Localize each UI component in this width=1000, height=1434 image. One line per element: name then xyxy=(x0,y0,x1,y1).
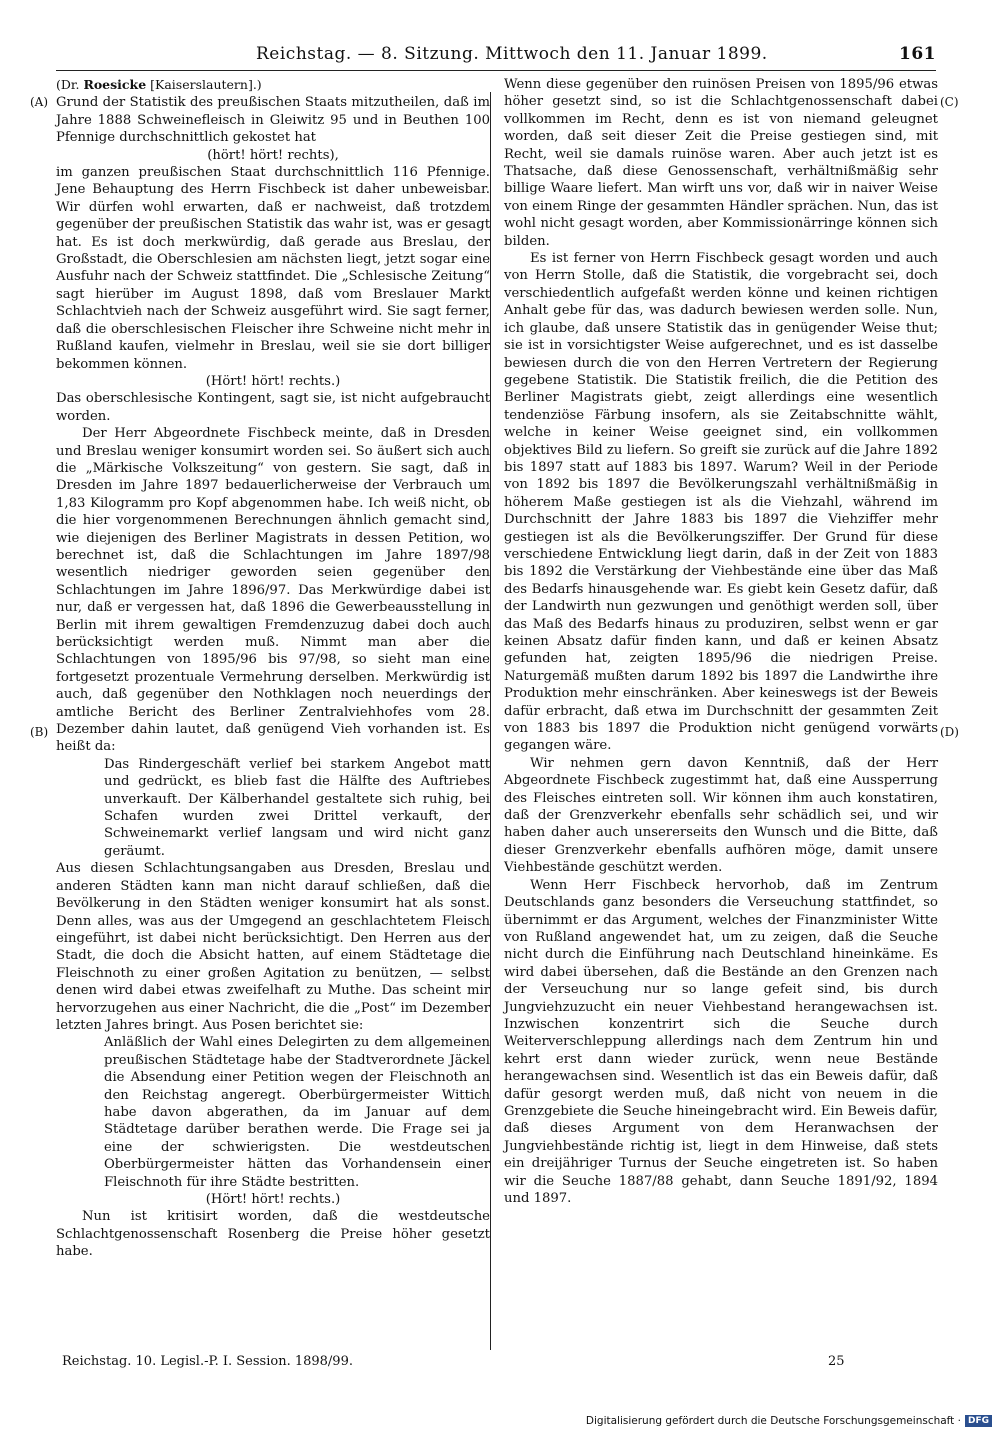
credit-text: Digitalisierung gefördert durch die Deutsche Forschungsgemeinschaft · xyxy=(585,1415,961,1427)
margin-mark-b: (B) xyxy=(30,725,49,739)
speaker-line xyxy=(56,76,490,93)
running-header xyxy=(56,44,936,70)
paragraph: Nun ist kritisirt worden, daß die westdeutsche Schlachtgenossenschaft Rosenberg die Preise höher gesetzt habe. xyxy=(56,1209,490,1260)
paragraph: Das oberschlesische Kontingent, sagt sie, ist nicht aufgebraucht worden. xyxy=(56,391,490,424)
speaker-suffix: [Kaiserslautern].) xyxy=(146,77,262,92)
paragraph: Wir nehmen gern davon Kenntniß, daß der Herr Abgeordnete Fischbeck zugestimmt hat, daß eine Aussperrung des Fleisches eintreten soll. Wir können ihm auch konstatiren, daß der Grenzverkehr ebenfalls sehr schädlich sei, und wir haben daher auch unsererseits den Wunsch und die Bitte, daß dieser Grenzverkehr ebenfalls aufhören möge, damit unsere Viehbestände geschützt werden. xyxy=(504,755,938,876)
digitization-credit xyxy=(586,1415,992,1427)
quoted-passage: Das Rindergeschäft verlief bei starkem Angebot matt und gedrückt, es blieb fast die Hälfte des Auftriebes unverkauft. Der Kälberhandel gestaltete sich ruhig, bei Schafen wurden zwei Drittel verkauft, der Schweinemarkt verlief langsam und wird nicht ganz geräumt. xyxy=(104,756,490,859)
interjection: (Hört! hört! rechts.) xyxy=(205,373,341,389)
paragraph: Es ist ferner von Herrn Fischbeck gesagt worden und auch von Herrn Stolle, daß die Statistik, die vorgebracht sei, doch verschiedentlich aufgefaßt werden könne und keinen richtigen Anhalt gebe für das, was dadurch bewiesen werden solle. Nun, ich glaube, daß unsere Statistik das in genügender Weise thut; sie ist in vorsichtigster Weise aufgerechnet, und es ist dasselbe bewiesen durch die von den Herren Vertretern der Regierung gegebene Statistik. Die Statistik freilich, die die Petition des Berliner Magistrats giebt, zeigt allerdings eine wesentlich tendenziöse Färbung insofern, als sie Zeitabschnitte wählt, welche in keiner Weise geeignet sind, ein vollkommen objektives Bild zu liefern. So greift sie zurück auf die Jahre 1892 bis 1897 statt auf 1883 bis 1897. Warum? Weil in der Periode von 1892 bis 1897 die Bevölkerungszahl verhältnißmäßig in höherem Maße gestiegen ist als die Viehzahl, während im Durchschnitt der Jahre 1883 bis 1897 die Viehziffer mehr gestiegen ist als die Bevölkerungsziffer. Der Grund für diese verschiedene Entwicklung liegt darin, daß in der Zeit von 1883 bis 1892 die Verstärkung der Viehbestände eine über das Maß des Bedarfs hinausgehende war. Es giebt kein Gesetz dafür, daß der Landwirth nun gezwungen und genöthigt werden soll, über das Maß des Bedarfs hinaus zu produziren, selbst wenn er gar keinen Absatz dafür finden kann, und daß er keinen Absatz gefunden hat, zeigten 1895/96 die niedrigen Preise. Naturgemäß mußten darum 1892 bis 1897 die Landwirthe ihre Produktion mehr einschränken. Aber keineswegs ist der Beweis dafür erbracht, daß etwa im Durchschnitt der gesammten Zeit von 1883 bis 1897 die Produktion nicht genügend vorwärts gegangen wäre. xyxy=(504,251,938,754)
left-column xyxy=(56,76,490,1261)
margin-mark-a: (A) xyxy=(30,95,49,109)
quoted-passage: Anläßlich der Wahl eines Delegirten zu dem allgemeinen preußischen Städtetage habe der Stadtverordnete Jäckel die Absendung einer Petition wegen der Fleischnoth an den Reichstag angeregt. Oberbürgermeister Wittich habe davon abgerathen, da im Januar auf dem Städtetage darüber berathen werde. Die Frage sei ja eine der schwierigsten. Die westdeutschen Oberbürgermeister hätten das Vorhandensein einer Fleischnoth für ihre Städte bestritten. xyxy=(104,1035,490,1190)
paragraph: Wenn Herr Fischbeck hervorhob, daß im Zentrum Deutschlands ganz besonders die Verseuchung stattfindet, so übernimmt er das Argument, welches der Finanzminister Witte von Rußland angewendet hat, um zu zeigen, daß die Seuche nicht durch die Einführung nach Deutschland hineinkäme. Es wird dabei übersehen, daß die Bestände an den Grenzen nach der Verseuchung nur so lange gefeit sind, bis durch Jungviehzuzucht ein neuer Viehbestand herangewachsen ist. Inzwischen konzentrirt sich die Seuche durch Weiterverschleppung allerdings nach dem Zentrum hin und kehrt erst dann wieder zurück, wenn neue Bestände herangewachsen sind. Wesentlich ist das ein Beweis dafür, daß dafür gesorgt werden muß, daß nicht von neuem in die Grenzgebiete die Seuche hineingebracht wird. Ein Beweis dafür, daß dieses Argument von dem Heranwachsen der Jungviehbestände richtig ist, liegt in dem Hinweise, daß stets ein dreijähriger Turnus der Seuche eingetreten ist. So haben wir die Seuche 1887/88 gehabt, dann Seuche 1891/92, 1894 und 1897. xyxy=(504,877,938,1206)
speaker-prefix: (Dr. xyxy=(56,77,84,92)
right-column xyxy=(504,76,938,1207)
header-rule xyxy=(56,70,936,71)
page-number: 161 xyxy=(899,44,936,64)
paragraph: Der Herr Abgeordnete Fischbeck meinte, daß in Dresden und Breslau weniger konsumirt worden sei. So äußert sich auch die „Märkische Volkszeitung“ von gestern. Sie sagt, daß in Dresden im Jahre 1897 bedauerlicherweise der Verbrauch um 1,83 Kilogramm pro Kopf abgenommen habe. Ich weiß nicht, ob die hier vorgenommenen Berechnungen ähnlich gemacht sind, wie diejenigen des Berliner Magistrats in dessen Petition, wo berechnet ist, daß die Schlachtungen im Jahre 1897/98 wesentlich niedriger geworden seien gegenüber den Schlachtungen im Jahre 1896/97. Das Merkwürdige dabei ist nur, daß er vergessen hat, daß 1896 die Gewerbeausstellung in Berlin mit ihrem gewaltigen Fremdenzuzug dabei doch auch berücksichtigt werden muß. Nimmt man aber die Schlachtungen von 1895/96 bis 97/98, so sieht man eine fortgesetzt prozentuale Vermehrung derselben. Merkwürdig ist auch, daß gegenüber den Nothklagen noch neuerdings der amtliche Bericht des Berliner Zentralviehhofes vom 28. Dezember dahin lautet, daß genügend Vieh vorhanden ist. Es heißt da: xyxy=(56,426,490,755)
paragraph: Grund der Statistik des preußischen Staats mitzutheilen, daß im Jahre 1888 Schweinefleisch in Gleiwitz 95 und in Beuthen 100 Pfennige durchschnittlich gekostet hat xyxy=(56,95,490,146)
footer-session-info: Reichstag. 10. Legisl.-P. I. Session. 1898/99. xyxy=(62,1354,353,1369)
dfg-logo: DFG xyxy=(965,1415,992,1427)
margin-mark-d: (D) xyxy=(940,725,959,739)
footer-signature-number: 25 xyxy=(828,1354,845,1369)
paragraph: Wenn diese gegenüber den ruinösen Preisen von 1895/96 etwas höher gesetzt sind, so ist die Schlachtgenossenschaft dabei vollkommen im Recht, denn es ist von niemand geleugnet worden, daß seit dieser Zeit die Preise gestiegen sind, mit Recht, weil sie damals ruinöse waren. Aber auch jetzt ist es Thatsache, daß diese Genossenschaft, verhältnißmäßig sehr billige Waare liefert. Man wirft uns vor, daß wir in naiver Weise von einem Ringe der gesammten Händler sprächen. Nun, das ist wohl nicht gesagt worden, aber Kommissionärringe können sich bilden. xyxy=(504,77,938,249)
interjection: (hört! hört! rechts), xyxy=(207,147,339,163)
interjection: (Hört! hört! rechts.) xyxy=(205,1192,341,1207)
margin-mark-c: (C) xyxy=(940,95,959,109)
paragraph: Aus diesen Schlachtungsangaben aus Dresden, Breslau und anderen Städten kann man nicht darauf schließen, daß die Bevölkerung in den Städten weniger konsumirt hat als sonst. Denn alles, was aus der Umgegend an geschlachtetem Fleisch eingeführt, ist dabei nicht berücksichtigt. Den Herren aus der Stadt, die doch die Absicht hatten, auf einem Städtetage die Fleischnoth zu einer großen Agitation zu benützen, — selbst denen wird dabei etwas zweifelhaft zu Muthe. Das scheint mir hervorzugehen aus einer Nachricht, die die „Post“ im Dezember letzten Jahres bringt. Aus Posen berichtet sie: xyxy=(56,861,490,1033)
speaker-name: Roesicke xyxy=(83,77,147,92)
paragraph: im ganzen preußischen Staat durchschnittlich 116 Pfennige. Jene Behauptung des Herrn Fischbeck ist daher unbeweisbar. Wir dürfen wohl erwarten, daß er nachweist, daß trotzdem gegenüber der preußischen Statistik das wahr ist, was er gesagt hat. Es ist doch merkwürdig, daß gerade aus Breslau, der Großstadt, die Oberschlesien am nächsten liegt, jetzt sogar eine Ausfuhr nach der Schweiz stattfindet. Die „Schlesische Zeitung“ sagt hierüber im August 1898, daß vom Breslauer Markt Schlachtvieh nach der Schweiz ausgeführt wird. Sie sagt ferner, daß die oberschlesischen Fleischer ihre Schweine nicht mehr in Rußland kaufen, vielmehr in Breslau, weil sie sie dort billiger bekommen können. xyxy=(56,165,490,372)
column-divider xyxy=(490,92,491,1350)
header-title: Reichstag. — 8. Sitzung. Mittwoch den 11. Januar 1899. xyxy=(256,44,768,64)
